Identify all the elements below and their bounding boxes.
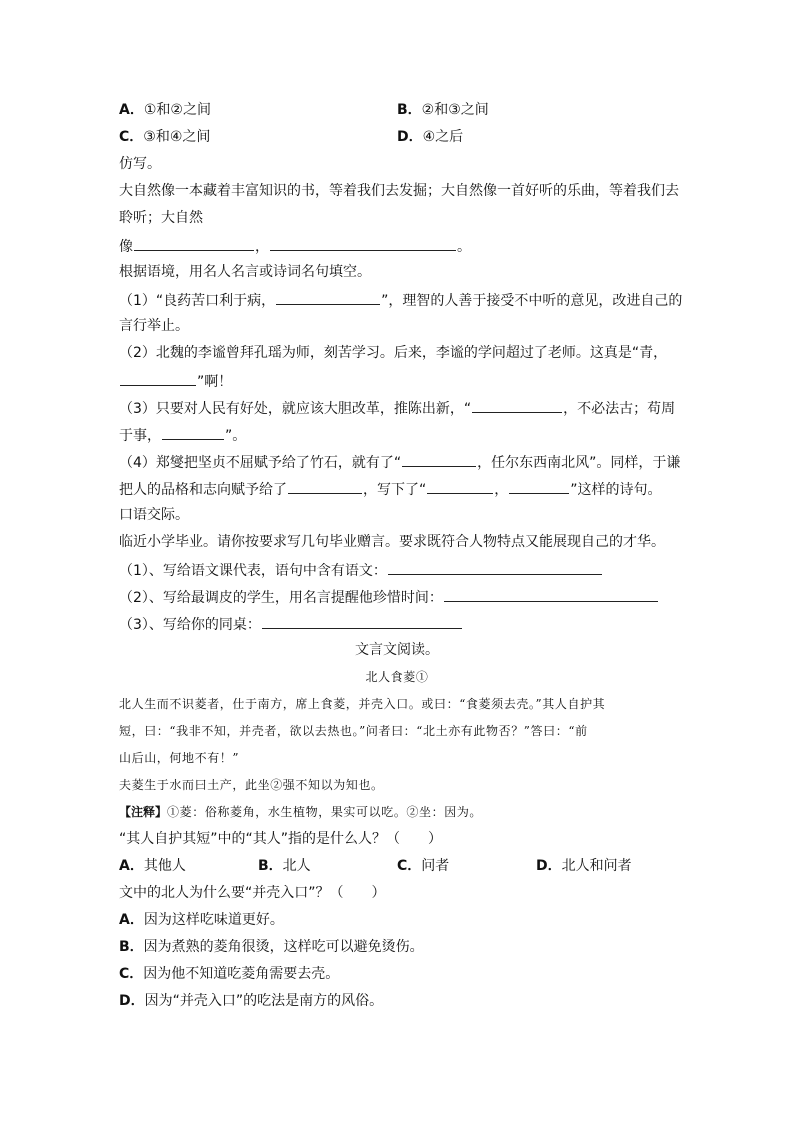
quote-item-1-cont: 言行举止。 bbox=[119, 318, 189, 334]
note-text: ①菱：俗称菱角，水生植物，果实可以吃。②坐：因为。 bbox=[167, 805, 483, 819]
option-letter: B． bbox=[397, 102, 422, 118]
answer-blank[interactable] bbox=[262, 614, 462, 629]
oral-intro: 临近小学毕业。请你按要求写几句毕业赠言。要求既符合人物特点又能展现自己的才华。 bbox=[119, 534, 665, 550]
quote-item-4 bbox=[119, 452, 680, 472]
oral-item-2 bbox=[119, 587, 659, 607]
text: 于事， bbox=[119, 428, 161, 444]
quote-item-2: （2）北魏的李谧曾拜孔瑶为师，刻苦学习。后来，李谧的学问超过了老师。这真是“青， bbox=[119, 345, 668, 361]
text: ，写下了“ bbox=[363, 482, 427, 498]
answer-blank[interactable] bbox=[120, 371, 196, 386]
option-c[interactable] bbox=[119, 965, 339, 983]
text: 。 bbox=[457, 239, 471, 255]
option-c[interactable] bbox=[119, 128, 210, 146]
classical-paragraph-line: 山后山，何地不有！” bbox=[119, 751, 240, 765]
option-d[interactable] bbox=[536, 857, 632, 875]
text: 像 bbox=[119, 239, 133, 255]
option-text: 因为他不知道吃菱角需要去壳。 bbox=[143, 966, 340, 982]
option-a[interactable] bbox=[119, 857, 186, 875]
answer-blank[interactable] bbox=[402, 452, 476, 467]
option-text: 其他人 bbox=[143, 858, 186, 874]
option-letter: D． bbox=[119, 993, 145, 1009]
text: （3）只要对人民有好处，就应该大胆改革，推陈出新，“ bbox=[119, 401, 472, 417]
answer-blank[interactable] bbox=[427, 479, 493, 494]
text: ”这样的诗句。 bbox=[570, 482, 662, 498]
option-c[interactable] bbox=[397, 857, 449, 875]
option-d[interactable] bbox=[119, 992, 383, 1010]
answer-blank[interactable] bbox=[276, 290, 380, 305]
option-letter: C． bbox=[119, 129, 144, 145]
text: ， bbox=[255, 239, 269, 255]
option-text: ③和④之间 bbox=[143, 129, 211, 145]
option-letter: D． bbox=[397, 129, 423, 145]
text: ，不必法古；苟周 bbox=[563, 401, 676, 417]
option-text: 因为“并壳入口”的吃法是南方的风俗。 bbox=[144, 993, 384, 1009]
text: ，任尔东西南北风”。同样，于谦 bbox=[477, 455, 681, 471]
text: ， bbox=[494, 482, 509, 498]
classical-paragraph-line: 短，曰：“我非不知，并壳者，欲以去热也。”问者曰：“北土亦有此物否？”答曰：“前 bbox=[119, 724, 588, 738]
option-letter: C． bbox=[397, 858, 422, 874]
text: （1）、写给语文课代表，语句中含有语文： bbox=[119, 563, 387, 579]
text: ”啊！ bbox=[197, 374, 233, 390]
note-label: 【注释】 bbox=[119, 805, 168, 819]
classical-note bbox=[119, 803, 482, 821]
text: （1）“良药苦口利于病， bbox=[119, 293, 276, 309]
answer-blank[interactable] bbox=[472, 398, 562, 413]
answer-blank[interactable] bbox=[444, 587, 658, 602]
option-text: 因为这样吃味道更好。 bbox=[143, 912, 284, 928]
option-text: 北人和问者 bbox=[561, 858, 632, 874]
imitation-line: 聆听；大自然 bbox=[119, 210, 203, 226]
option-text: 北人 bbox=[282, 858, 311, 874]
option-letter: A． bbox=[119, 858, 144, 874]
quote-item-4-cont bbox=[119, 479, 662, 499]
quote-item-2-cont bbox=[119, 371, 232, 391]
answer-blank[interactable] bbox=[134, 236, 254, 251]
option-letter: A． bbox=[119, 102, 144, 118]
text: ”。 bbox=[225, 428, 247, 444]
answer-blank[interactable] bbox=[509, 479, 569, 494]
quote-item-1 bbox=[119, 290, 682, 310]
answer-blank[interactable] bbox=[388, 560, 602, 575]
option-letter: B． bbox=[258, 858, 283, 874]
classical-heading: 文言文阅读。 bbox=[355, 642, 439, 658]
text: （2）、写给最调皮的学生，用名言提醒他珍惜时间： bbox=[119, 590, 443, 606]
text: （3）、写给你的同桌： bbox=[119, 617, 261, 633]
text: ”，理智的人善于接受不中听的意见，改进自己的 bbox=[381, 293, 683, 309]
text: （4）郑燮把坚贞不屈赋予给了竹石，就有了“ bbox=[119, 455, 402, 471]
option-b[interactable] bbox=[258, 857, 311, 875]
quotes-heading: 根据语境，用名人名言或诗词名句填空。 bbox=[119, 264, 371, 280]
answer-blank[interactable] bbox=[162, 425, 224, 440]
text: 把人的品格和志向赋予给了 bbox=[119, 482, 287, 498]
imitation-line: 大自然像一本藏着丰富知识的书，等着我们去发掘；大自然像一首好听的乐曲，等着我们去 bbox=[119, 183, 679, 199]
option-a[interactable] bbox=[119, 101, 211, 119]
option-text: 因为煮熟的菱角很烫，这样吃可以避免烫伤。 bbox=[143, 939, 424, 955]
classical-title: 北人食菱① bbox=[365, 670, 429, 684]
imitation-fill-line bbox=[119, 236, 471, 256]
option-d[interactable] bbox=[397, 128, 463, 146]
option-text: ②和③之间 bbox=[421, 102, 489, 118]
option-text: ①和②之间 bbox=[143, 102, 211, 118]
option-letter: B． bbox=[119, 939, 144, 955]
option-letter: C． bbox=[119, 966, 144, 982]
option-b[interactable] bbox=[397, 101, 489, 119]
oral-item-1 bbox=[119, 560, 603, 580]
option-a[interactable] bbox=[119, 911, 284, 929]
question-who-stem: “其人自护其短”中的“其人”指的是什么人？（ ） bbox=[119, 831, 443, 847]
imitation-heading: 仿写。 bbox=[119, 156, 161, 172]
option-text: 问者 bbox=[421, 858, 450, 874]
classical-paragraph-line: 北人生而不识菱者，仕于南方，席上食菱，并壳入口。或曰：“食菱须去壳。”其人自护其 bbox=[119, 697, 606, 711]
quote-item-3-cont bbox=[119, 425, 246, 445]
answer-blank[interactable] bbox=[288, 479, 362, 494]
answer-blank[interactable] bbox=[270, 236, 456, 251]
oral-item-3 bbox=[119, 614, 463, 634]
option-b[interactable] bbox=[119, 938, 424, 956]
option-letter: A． bbox=[119, 912, 144, 928]
oral-heading: 口语交际。 bbox=[119, 507, 189, 523]
classical-paragraph-line: 夫菱生于水而曰土产，此坐②强不知以为知也。 bbox=[119, 778, 384, 792]
option-text: ④之后 bbox=[422, 129, 464, 145]
quote-item-3 bbox=[119, 398, 675, 418]
option-letter: D． bbox=[536, 858, 562, 874]
question-why-stem: 文中的北人为什么要“并壳入口”？（ ） bbox=[119, 885, 386, 901]
